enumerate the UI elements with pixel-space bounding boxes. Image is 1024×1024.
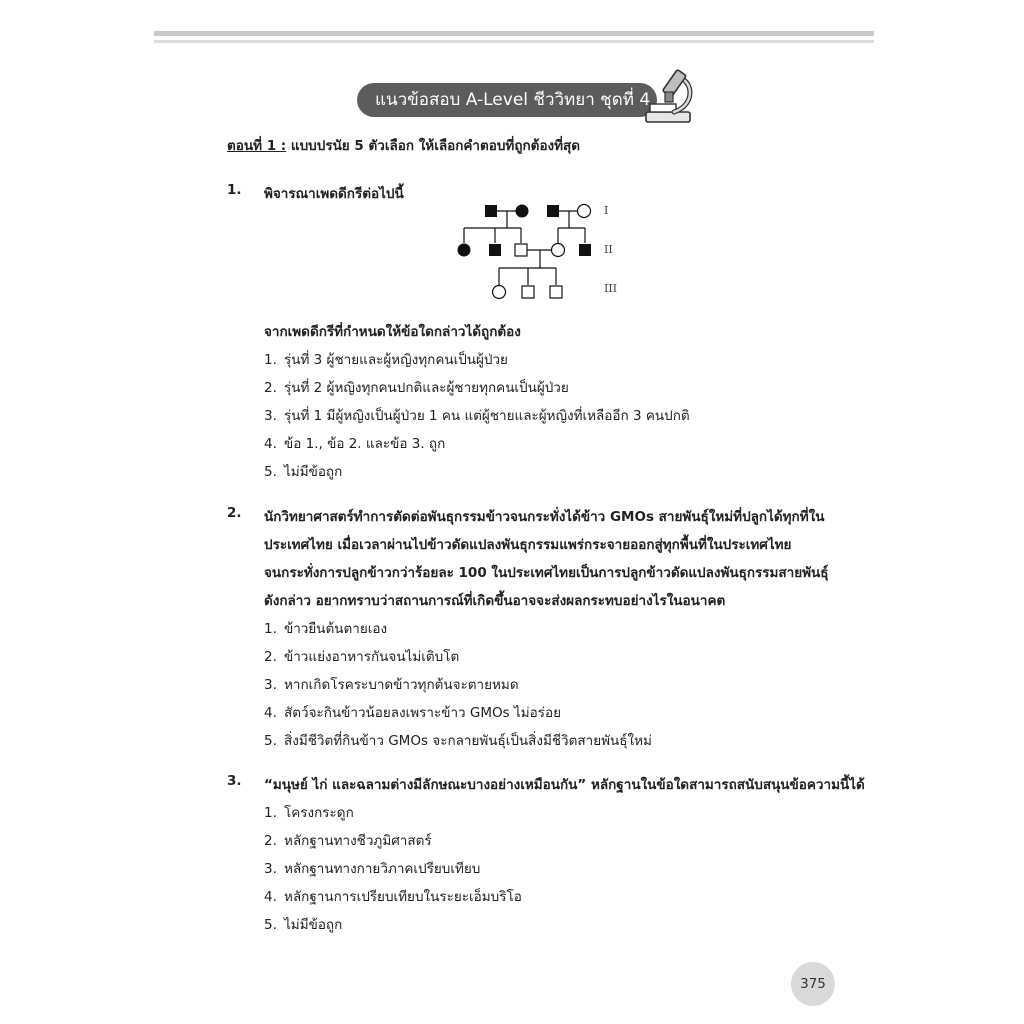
answer-option[interactable]: 5. สิ่งมีชีวิตที่กินข้าว GMOs จะกลายพันธุ์เป็นสิ่งมีชีวิตสายพันธุ์ใหม่ (264, 733, 652, 749)
pedigree-male-affected (489, 244, 501, 256)
question-text: พิจารณาเพดดีกรีต่อไปนี้ (264, 186, 404, 202)
pedigree-female-affected (458, 244, 471, 257)
microscope-icon (640, 66, 700, 128)
question-number: 2. (227, 505, 242, 521)
section-banner (357, 83, 657, 117)
answer-option[interactable]: 4. ข้อ 1., ข้อ 2. และข้อ 3. ถูก (264, 436, 446, 452)
question-text-line: ประเทศไทย เมื่อเวลาผ่านไปข้าวดัดแปลงพันธุกรรมแพร่กระจายออกสู่ทุกพื้นที่ในประเทศไทย (264, 537, 792, 553)
question-text-line: นักวิทยาศาสตร์ทำการตัดต่อพันธุกรรมข้าวจนกระทั่งได้ข้าว GMOs สายพันธุ์ใหม่ที่ปลูกได้ทุกที่ใน (264, 509, 825, 525)
part-title (227, 134, 580, 156)
pedigree-female-affected (516, 205, 529, 218)
question-text: “มนุษย์ ไก่ และฉลามต่างมีลักษณะบางอย่างเหมือนกัน” หลักฐานในข้อใดสามารถสนับสนุนข้อความนี้ได้ (264, 777, 865, 793)
generation-label: I (604, 204, 609, 217)
pedigree-male-normal (522, 286, 534, 298)
pedigree-female-normal (578, 205, 591, 218)
part-label: ตอนที่ 1 : (227, 138, 287, 154)
answer-option[interactable]: 2. หลักฐานทางชีวภูมิศาสตร์ (264, 833, 432, 849)
question-prompt: จากเพดดีกรีที่กำหนดให้ข้อใดกล่าวได้ถูกต้อง (264, 324, 521, 340)
pedigree-female-normal (552, 244, 565, 257)
pedigree-male-affected (485, 205, 497, 217)
answer-option[interactable]: 5. ไม่มีข้อถูก (264, 917, 343, 933)
header-rule-thin (154, 40, 874, 43)
header-rule (154, 31, 874, 36)
answer-option[interactable]: 4. สัตว์จะกินข้าวน้อยลงเพราะข้าว GMOs ไม่อร่อย (264, 705, 562, 721)
answer-option[interactable]: 2. ข้าวแย่งอาหารกันจนไม่เติบโต (264, 649, 460, 665)
generation-label: III (604, 282, 618, 295)
answer-option[interactable]: 3. รุ่นที่ 1 มีผู้หญิงเป็นผู้ป่วย 1 คน แต่ผู้ชายและผู้หญิงที่เหลืออีก 3 คนปกติ (264, 408, 690, 424)
page-number: 375 (791, 962, 835, 1006)
question-text-line: จนกระทั่งการปลูกข้าวกว่าร้อยละ 100 ในประเทศไทยเป็นการปลูกข้าวดัดแปลงพันธุกรรมสายพันธุ์ (264, 565, 829, 581)
pedigree-male-affected (547, 205, 559, 217)
generation-label: II (604, 243, 613, 256)
question-number: 3. (227, 773, 242, 789)
answer-option[interactable]: 2. รุ่นที่ 2 ผู้หญิงทุกคนปกติและผู้ชายทุกคนเป็นผู้ป่วย (264, 380, 569, 396)
pedigree-female-normal (493, 286, 506, 299)
part-instruction: แบบปรนัย 5 ตัวเลือก ให้เลือกคำตอบที่ถูกต้องที่สุด (290, 138, 581, 154)
question-number: 1. (227, 182, 242, 198)
question-text-line: ดังกล่าว อยากทราบว่าสถานการณ์ที่เกิดขึ้นอาจจะส่งผลกระทบอย่างไรในอนาคต (264, 593, 726, 609)
pedigree-male-affected (579, 244, 591, 256)
pedigree-chart (440, 196, 640, 306)
answer-option[interactable]: 5. ไม่มีข้อถูก (264, 464, 343, 480)
answer-option[interactable]: 3. หลักฐานทางกายวิภาคเปรียบเทียบ (264, 861, 481, 877)
answer-option[interactable]: 1. โครงกระดูก (264, 805, 354, 821)
answer-option[interactable]: 4. หลักฐานการเปรียบเทียบในระยะเอ็มบริโอ (264, 889, 522, 905)
answer-option[interactable]: 3. หากเกิดโรคระบาดข้าวทุกต้นจะตายหมด (264, 677, 519, 693)
answer-option[interactable]: 1. รุ่นที่ 3 ผู้ชายและผู้หญิงทุกคนเป็นผู้ป่วย (264, 352, 508, 368)
answer-option[interactable]: 1. ข้าวยืนต้นตายเอง (264, 621, 388, 637)
pedigree-male-normal (550, 286, 562, 298)
banner-title: แนวข้อสอบ A-Level ชีววิทยา ชุดที่ 4 (375, 90, 651, 110)
pedigree-male-normal (515, 244, 527, 256)
